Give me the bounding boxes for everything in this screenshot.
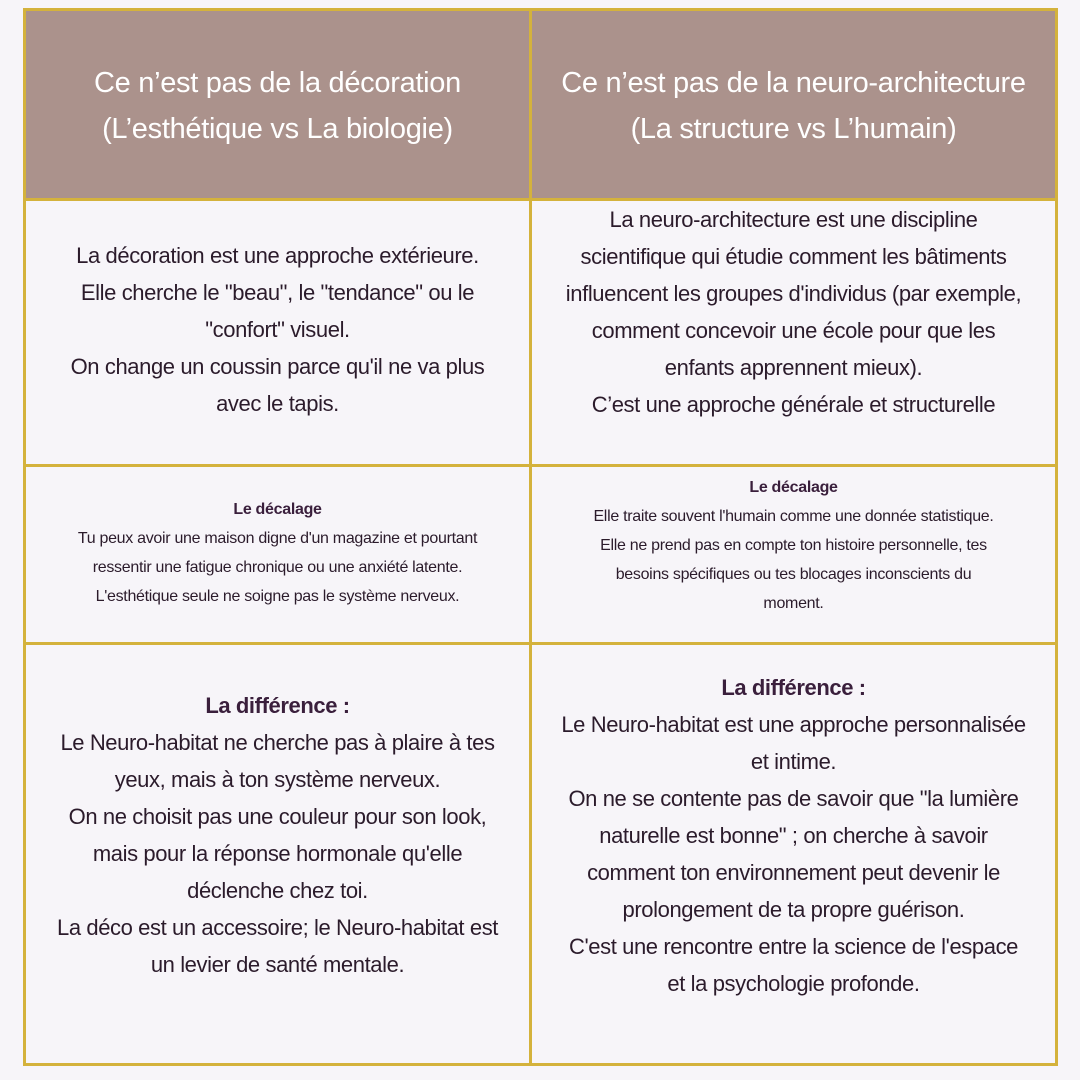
definition-right-line: La neuro-architecture est une discipline bbox=[609, 207, 978, 232]
difference-left-line: mais pour la réponse hormonale qu'elle bbox=[92, 841, 463, 866]
header-left-line2: (L’esthétique vs La biologie) bbox=[102, 112, 453, 145]
header-neuro-architecture bbox=[532, 11, 1055, 201]
difference-right-line: naturelle est bonne" ; on cherche à savoir bbox=[599, 823, 988, 848]
difference-right-line: prolongement de ta propre guérison. bbox=[622, 897, 965, 922]
decalage-left-line: L'esthétique seule ne soigne pas le système nerveux. bbox=[95, 587, 460, 605]
header-right-line1: Ce n’est pas de la neuro-architecture bbox=[561, 66, 1026, 99]
difference-left-line: Le Neuro-habitat ne cherche pas à plaire à tes bbox=[60, 730, 495, 755]
difference-left-line: yeux, mais à ton système nerveux. bbox=[114, 767, 441, 792]
definition-left-line: On change un coussin parce qu'il ne va plus bbox=[70, 354, 485, 379]
definition-left-line: avec le tapis. bbox=[216, 391, 339, 416]
difference-right-title: La différence : bbox=[721, 675, 866, 700]
decalage-decoration bbox=[26, 467, 532, 645]
definition-right-line: comment concevoir une école pour que les bbox=[591, 318, 996, 343]
decalage-right-title: Le décalage bbox=[749, 479, 838, 496]
difference-right-line: Le Neuro-habitat est une approche personnalisée bbox=[561, 712, 1026, 737]
decalage-right-line: moment. bbox=[763, 595, 824, 612]
difference-left-title: La différence : bbox=[205, 693, 350, 718]
difference-right-line: comment ton environnement peut devenir le bbox=[587, 860, 1000, 885]
definition-right-line: C’est une approche générale et structurelle bbox=[591, 392, 996, 417]
difference-right-line: et intime. bbox=[750, 749, 837, 774]
difference-left-line: La déco est un accessoire; le Neuro-habitat est bbox=[56, 915, 499, 940]
header-left-line1: Ce n’est pas de la décoration bbox=[94, 66, 461, 99]
difference-right-line: C'est une rencontre entre la science de l'espace bbox=[568, 934, 1019, 959]
difference-left-line: On ne choisit pas une couleur pour son look, bbox=[68, 804, 487, 829]
header-right-line2: (La structure vs L’humain) bbox=[630, 112, 957, 145]
difference-right-line: et la psychologie profonde. bbox=[667, 971, 920, 996]
decalage-left-line: Tu peux avoir une maison digne d'un magazine et pourtant bbox=[77, 529, 478, 547]
definition-neuro-architecture bbox=[532, 201, 1055, 467]
difference-decoration bbox=[26, 645, 532, 1063]
decalage-right-line: Elle traite souvent l'humain comme une donnée statistique. bbox=[593, 508, 994, 525]
definition-right-line: influencent les groupes d'individus (par exemple, bbox=[565, 281, 1022, 306]
decalage-right-line: besoins spécifiques ou tes blocages inconscients du bbox=[615, 566, 972, 583]
definition-decoration bbox=[26, 201, 532, 467]
definition-right-line: enfants apprennent mieux). bbox=[664, 355, 923, 380]
difference-left-line: un levier de santé mentale. bbox=[150, 952, 405, 977]
decalage-neuro-architecture bbox=[532, 467, 1055, 645]
header-decoration bbox=[26, 11, 532, 201]
definition-left-line: "confort" visuel. bbox=[205, 317, 350, 342]
difference-left-line: déclenche chez toi. bbox=[187, 878, 368, 903]
definition-left-line: La décoration est une approche extérieure. bbox=[76, 243, 479, 268]
difference-right-line: On ne se contente pas de savoir que "la lumière bbox=[568, 786, 1019, 811]
definition-right-line: scientifique qui étudie comment les bâtiments bbox=[580, 244, 1007, 269]
decalage-left-title: Le décalage bbox=[233, 500, 322, 518]
comparison-table bbox=[23, 8, 1058, 1066]
decalage-left-line: ressentir une fatigue chronique ou une anxiété latente. bbox=[92, 558, 463, 576]
definition-left-line: Elle cherche le "beau", le "tendance" ou le bbox=[80, 280, 475, 305]
difference-neuro-architecture bbox=[532, 645, 1055, 1063]
decalage-right-line: Elle ne prend pas en compte ton histoire personnelle, tes bbox=[600, 537, 987, 554]
